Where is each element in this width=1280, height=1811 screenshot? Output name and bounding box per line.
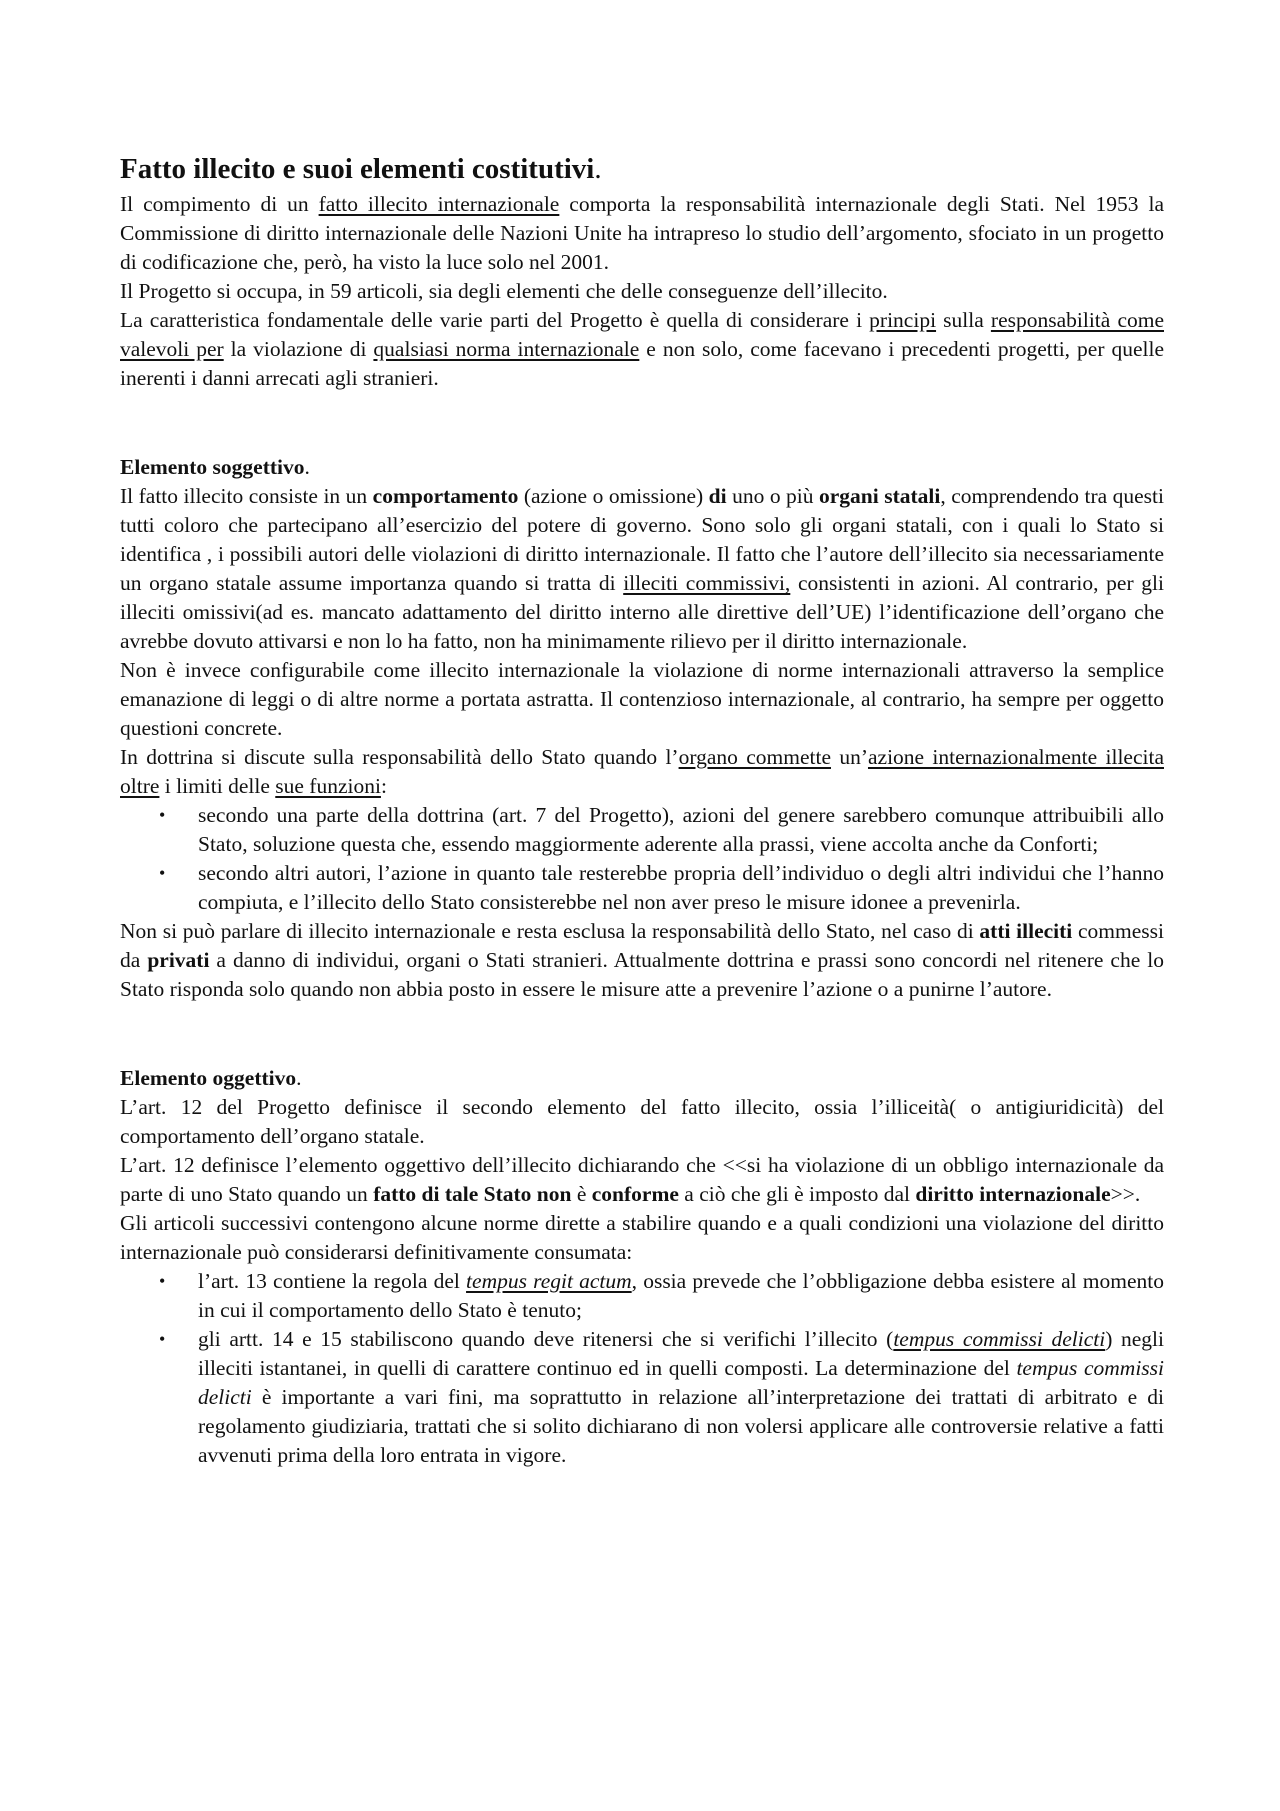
underlined-term: sue funzioni [275, 774, 381, 798]
title-text: Fatto illecito e suoi elementi costitutivi [120, 153, 595, 185]
underlined-term: fatto illecito internazionale [318, 192, 560, 216]
oggettivo-bullet-list [120, 1267, 1164, 1470]
soggettivo-paragraph-3: In dottrina si discute sulla responsabilità dello Stato quando l’organo commette un’azione internazionalmente illecita oltre i limiti delle sue funzioni: [120, 745, 1164, 798]
soggettivo-paragraph-2: Non è invece configurabile come illecito internazionale la violazione di norme internazionali attraverso la semplice emanazione di leggi o di altre norme a portata astratta. Il contenzioso internazionale, al contrario, ha sempre per oggetto questioni concrete. [120, 658, 1164, 740]
underlined-term: qualsiasi norma internazionale [373, 337, 640, 361]
soggettivo-paragraph-1: Il fatto illecito consiste in un comportamento (azione o omissione) di uno o più organi statali, comprendendo tra questi tutti coloro che partecipano all’esercizio del potere di governo. Sono solo gli organi statali, con i quali lo Stato si identifica , i possibili autori delle violazioni di diritto internazionale. Il fatto che l’autore dell’illecito sia necessariamente un organo statale assume importanza quando si tratta di illeciti commissivi, consistenti in azioni. Al contrario, per gli illeciti omissivi(ad es. mancato adattamento del diritto interno alle direttive dell’UE) l’identificazione dell’organo che avrebbe dovuto attivarsi e non lo ha fatto, non ha minimamente rilievo per il diritto internazionale. [120, 484, 1164, 653]
intro-paragraph-3: La caratteristica fondamentale delle varie parti del Progetto è quella di considerare i principi sulla responsabilità come valevoli per la violazione di qualsiasi norma internazionale e non solo, come facevano i precedenti progetti, per quelle inerenti i danni arrecati agli stranieri. [120, 308, 1165, 390]
oggettivo-paragraph-1: L’art. 12 del Progetto definisce il secondo elemento del fatto illecito, ossia l’illiceità( o antigiuridicità) del comportamento dell’organo statale. [120, 1095, 1164, 1148]
oggettivo-paragraph-3: Gli articoli successivi contengono alcune norme dirette a stabilire quando e a quali condizioni una violazione del diritto internazionale può considerarsi definitivamente consumata: [120, 1211, 1164, 1264]
document-title [120, 150, 1164, 188]
underlined-italic-term: tempus regit actum [466, 1269, 632, 1293]
section-heading-oggettivo: Elemento oggettivo. [120, 1066, 302, 1090]
underlined-term: azione internazionalmente illecita oltre [120, 745, 1164, 798]
list-item: • secondo altri autori, l’azione in quanto tale resterebbe propria dell’individuo o degli altri individui che l’hanno compiuta, e l’illecito dello Stato consisterebbe nel non aver preso le misure idonee a prevenirla. [120, 859, 1164, 917]
italic-term: tempus commissi delicti [198, 1356, 1164, 1409]
list-item: • gli artt. 14 e 15 stabiliscono quando deve ritenersi che si verifichi l’illecito (tempus commissi delicti) negli illeciti istantanei, in quelli di carattere continuo ed in quelli composti. La determinazione del tempus commissi delicti è importante a vari fini, ma soprattutto in relazione all’interpretazione dei trattati di arbitrato e di regolamento giudiziaria, trattati che si solito dichiarano di non volersi applicare alle controversie relative a fatti avvenuti prima della loro entrata in vigore. [120, 1325, 1164, 1470]
underlined-italic-term: tempus commissi delicti [893, 1327, 1106, 1351]
soggettivo-bullet-list [120, 801, 1164, 917]
intro-paragraph-1: Il compimento di un fatto illecito internazionale comporta la responsabilità internazionale degli Stati. Nel 1953 la Commissione di diritto internazionale delle Nazioni Unite ha intrapreso lo studio dell’argomento, sfociato in un progetto di codificazione che, però, ha visto la luce solo nel 2001. [120, 192, 1165, 274]
section-spacer [120, 1004, 1164, 1064]
intro-paragraph-2: Il Progetto si occupa, in 59 articoli, sia degli elementi che delle conseguenze dell’illecito. [120, 279, 888, 303]
underlined-term: responsabilità come valevoli per [120, 308, 1164, 361]
section-spacer [120, 393, 1164, 453]
list-item: • l’art. 13 contiene la regola del tempus regit actum, ossia prevede che l’obbligazione debba esistere al momento in cui il comportamento dello Stato è tenuto; [120, 1267, 1164, 1325]
underlined-term: illeciti commissivi, [623, 571, 791, 595]
title-dot: . [594, 153, 602, 185]
document-page [120, 150, 1164, 1470]
underlined-term: organo commette [678, 745, 831, 769]
soggettivo-paragraph-4: Non si può parlare di illecito internazionale e resta esclusa la responsabilità dello Stato, nel caso di atti illeciti commessi da privati a danno di individui, organi o Stati stranieri. Attualmente dottrina e prassi sono concordi nel ritenere che lo Stato risponda solo quando non abbia posto in essere le misure atte a prevenire l’azione o a punirne l’autore. [120, 919, 1164, 1001]
oggettivo-paragraph-2: L’art. 12 definisce l’elemento oggettivo dell’illecito dichiarando che <<si ha violazione di un obbligo internazionale da parte di uno Stato quando un fatto di tale Stato non è conforme a ciò che gli è imposto dal diritto internazionale>>. [120, 1153, 1164, 1206]
section-heading-soggettivo: Elemento soggettivo. [120, 455, 310, 479]
underlined-term: principi [869, 308, 937, 332]
list-item: • secondo una parte della dottrina (art. 7 del Progetto), azioni del genere sarebbero comunque attribuibili allo Stato, soluzione questa che, essendo maggiormente aderente alla prassi, viene accolta anche da Conforti; [120, 801, 1164, 859]
